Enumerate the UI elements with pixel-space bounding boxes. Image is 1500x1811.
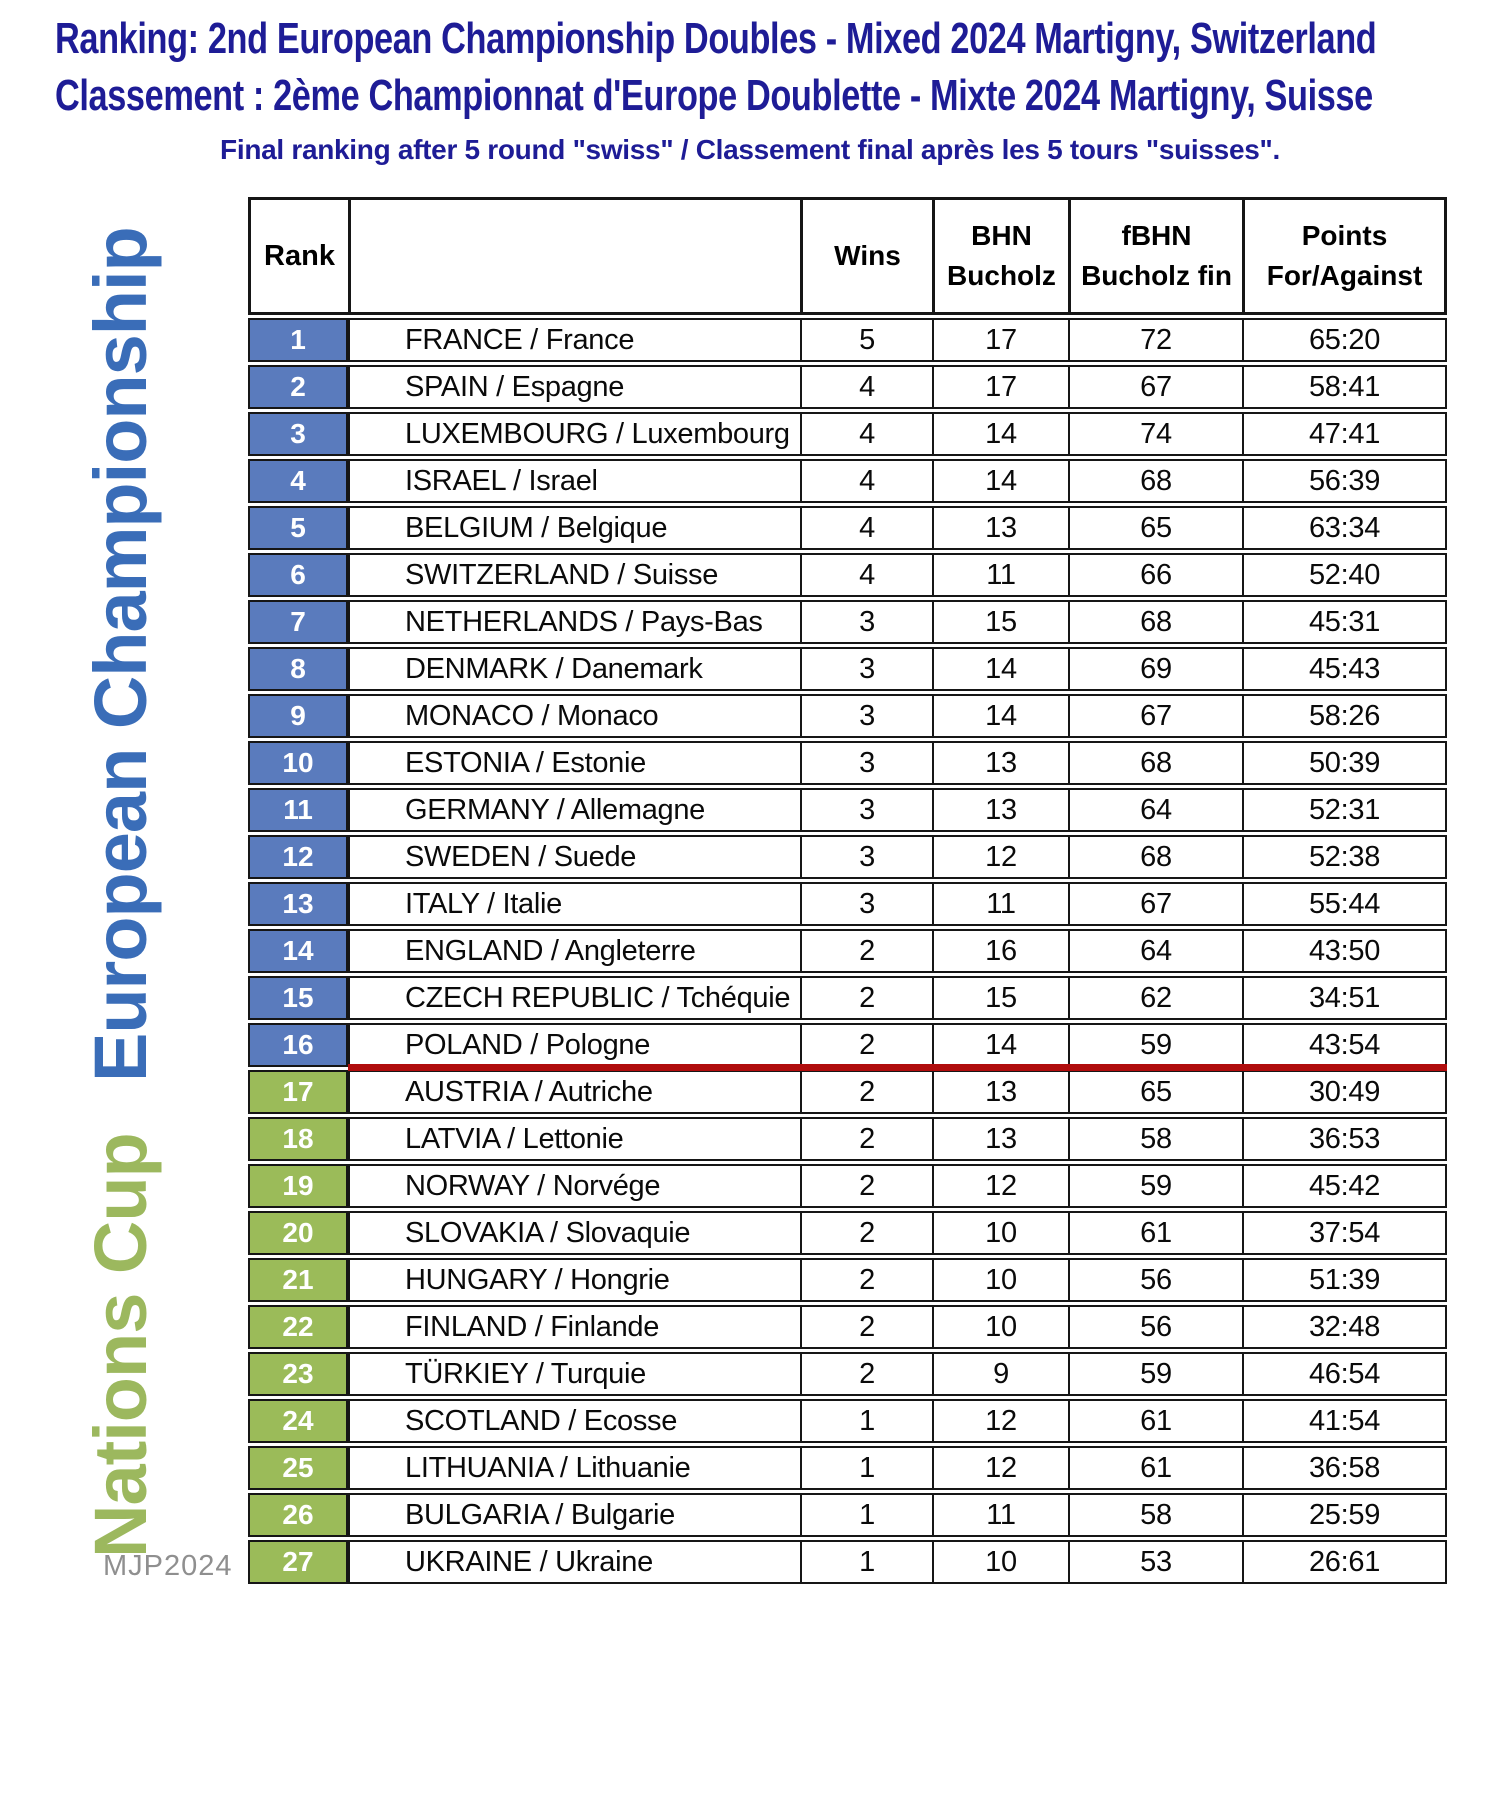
bhn-value: 10	[934, 1307, 1070, 1347]
country-name: ENGLAND / Angleterre	[350, 931, 802, 971]
points-value: 45:43	[1308, 652, 1381, 685]
points-value: 47:41	[1308, 417, 1381, 450]
points-value: 46:54	[1308, 1357, 1381, 1390]
fbhn-value: 59	[1070, 1354, 1244, 1394]
rank-badge: 11	[248, 788, 348, 832]
table-header-row	[248, 197, 1447, 315]
rank-badge: 20	[248, 1211, 348, 1255]
bhn-value: 14	[934, 414, 1070, 454]
fbhn-value: 67	[1070, 884, 1244, 924]
bhn-value: 13	[934, 508, 1070, 548]
points-value: 45:31	[1308, 605, 1381, 638]
bhn-value: 14	[934, 461, 1070, 501]
wins-value: 2	[802, 1166, 934, 1206]
table-row	[248, 318, 1447, 362]
table-row	[248, 365, 1447, 409]
country-name: BULGARIA / Bulgarie	[350, 1495, 802, 1535]
points-value: 30:49	[1308, 1075, 1381, 1108]
bhn-value: 9	[934, 1354, 1070, 1394]
country-name: TÜRKIEY / Turquie	[350, 1354, 802, 1394]
country-name: DENMARK / Danemark	[350, 649, 802, 689]
wins-value: 2	[802, 1307, 934, 1347]
country-name: SWEDEN / Suede	[350, 837, 802, 877]
fbhn-value: 53	[1070, 1542, 1244, 1582]
bhn-value: 13	[934, 1119, 1070, 1159]
wins-value: 4	[802, 367, 934, 407]
bhn-value: 16	[934, 931, 1070, 971]
fbhn-value: 65	[1070, 1072, 1244, 1112]
rank-badge: 1	[248, 318, 348, 362]
fbhn-value: 74	[1070, 414, 1244, 454]
table-row	[248, 694, 1447, 738]
header-bhn: BHN Bucholz	[935, 200, 1071, 312]
table-row	[248, 1023, 1447, 1067]
country-name: NETHERLANDS / Pays-Bas	[350, 602, 802, 642]
rank-badge: 4	[248, 459, 348, 503]
bhn-value: 12	[934, 1166, 1070, 1206]
country-name: SLOVAKIA / Slovaquie	[350, 1213, 802, 1253]
country-name: GERMANY / Allemagne	[350, 790, 802, 830]
country-name: POLAND / Pologne	[350, 1025, 802, 1065]
points-value: 63:34	[1308, 511, 1381, 544]
points-value: 52:31	[1308, 793, 1381, 826]
rank-badge: 26	[248, 1493, 348, 1537]
table-row	[248, 647, 1447, 691]
rank-badge: 6	[248, 553, 348, 597]
country-name: ESTONIA / Estonie	[350, 743, 802, 783]
rank-badge: 24	[248, 1399, 348, 1443]
table-row	[248, 506, 1447, 550]
country-name: SCOTLAND / Ecosse	[350, 1401, 802, 1441]
points-value: 52:38	[1308, 840, 1381, 873]
bhn-value: 14	[934, 1025, 1070, 1065]
fbhn-value: 58	[1070, 1119, 1244, 1159]
table-row	[248, 835, 1447, 879]
table-row	[248, 882, 1447, 926]
table-body	[248, 318, 1447, 1584]
table-row	[248, 1540, 1447, 1584]
bhn-value: 11	[934, 555, 1070, 595]
wins-value: 3	[802, 837, 934, 877]
fbhn-value: 69	[1070, 649, 1244, 689]
bhn-value: 13	[934, 790, 1070, 830]
title-english: Ranking: 2nd European Championship Doubles - Mixed 2024 Martigny, Switzerland	[55, 14, 1377, 63]
rank-badge: 9	[248, 694, 348, 738]
points-value: 26:61	[1308, 1545, 1381, 1578]
fbhn-value: 68	[1070, 837, 1244, 877]
wins-value: 3	[802, 602, 934, 642]
header-wins: Wins	[803, 200, 935, 312]
side-label-european-championship: European Championship	[79, 227, 162, 1082]
wins-value: 2	[802, 1213, 934, 1253]
rank-badge: 22	[248, 1305, 348, 1349]
rank-badge: 14	[248, 929, 348, 973]
wins-value: 1	[802, 1448, 934, 1488]
points-value: 50:39	[1308, 746, 1381, 779]
wins-value: 2	[802, 1260, 934, 1300]
rank-badge: 25	[248, 1446, 348, 1490]
wins-value: 4	[802, 555, 934, 595]
ranking-table	[248, 197, 1447, 1587]
table-row	[248, 1211, 1447, 1255]
rank-badge: 10	[248, 741, 348, 785]
points-value: 25:59	[1308, 1498, 1381, 1531]
rank-badge: 13	[248, 882, 348, 926]
bhn-value: 14	[934, 696, 1070, 736]
fbhn-value: 67	[1070, 367, 1244, 407]
country-name: NORWAY / Norvége	[350, 1166, 802, 1206]
points-value: 43:50	[1308, 934, 1381, 967]
bhn-value: 15	[934, 602, 1070, 642]
wins-value: 2	[802, 1072, 934, 1112]
title-french: Classement : 2ème Championnat d'Europe Doublette - Mixte 2024 Martigny, Suisse	[55, 71, 1373, 120]
country-name: SWITZERLAND / Suisse	[350, 555, 802, 595]
table-row	[248, 1070, 1447, 1114]
country-name: FRANCE / France	[350, 320, 802, 360]
country-name: MONACO / Monaco	[350, 696, 802, 736]
country-name: ITALY / Italie	[350, 884, 802, 924]
bhn-value: 10	[934, 1542, 1070, 1582]
header-points: Points For/Against	[1266, 220, 1423, 291]
table-row	[248, 1305, 1447, 1349]
points-value: 37:54	[1308, 1216, 1381, 1249]
fbhn-value: 67	[1070, 696, 1244, 736]
country-name: LATVIA / Lettonie	[350, 1119, 802, 1159]
table-row	[248, 1493, 1447, 1537]
points-value: 55:44	[1308, 887, 1381, 920]
fbhn-value: 62	[1070, 978, 1244, 1018]
wins-value: 4	[802, 461, 934, 501]
rank-badge: 27	[248, 1540, 348, 1584]
table-row	[248, 1258, 1447, 1302]
subtitle: Final ranking after 5 round "swiss" / Classement final après les 5 tours "suisses".	[220, 134, 1280, 165]
wins-value: 2	[802, 931, 934, 971]
fbhn-value: 68	[1070, 461, 1244, 501]
table-row	[248, 929, 1447, 973]
bhn-value: 11	[934, 1495, 1070, 1535]
wins-value: 2	[802, 1025, 934, 1065]
fbhn-value: 68	[1070, 602, 1244, 642]
points-value: 56:39	[1308, 464, 1381, 497]
fbhn-value: 72	[1070, 320, 1244, 360]
country-name: UKRAINE / Ukraine	[350, 1542, 802, 1582]
points-value: 32:48	[1308, 1310, 1381, 1343]
country-name: CZECH REPUBLIC / Tchéquie	[350, 978, 802, 1018]
bhn-value: 10	[934, 1260, 1070, 1300]
rank-badge: 8	[248, 647, 348, 691]
rank-badge: 7	[248, 600, 348, 644]
table-row	[248, 1164, 1447, 1208]
country-name: HUNGARY / Hongrie	[350, 1260, 802, 1300]
rank-badge: 16	[248, 1023, 348, 1067]
cutoff-line	[348, 1064, 1447, 1071]
bhn-value: 12	[934, 1448, 1070, 1488]
rank-badge: 21	[248, 1258, 348, 1302]
fbhn-value: 61	[1070, 1213, 1244, 1253]
table-row	[248, 553, 1447, 597]
points-value: 65:20	[1308, 323, 1381, 356]
bhn-value: 15	[934, 978, 1070, 1018]
wins-value: 3	[802, 790, 934, 830]
rank-badge: 15	[248, 976, 348, 1020]
fbhn-value: 64	[1070, 790, 1244, 830]
document-header	[55, 10, 1459, 124]
table-row	[248, 412, 1447, 456]
country-name: SPAIN / Espagne	[350, 367, 802, 407]
rank-badge: 19	[248, 1164, 348, 1208]
rank-badge: 5	[248, 506, 348, 550]
table-row	[248, 788, 1447, 832]
header-country	[351, 200, 803, 312]
country-name: BELGIUM / Belgique	[350, 508, 802, 548]
fbhn-value: 66	[1070, 555, 1244, 595]
bhn-value: 12	[934, 1401, 1070, 1441]
fbhn-value: 58	[1070, 1495, 1244, 1535]
points-value: 58:41	[1308, 370, 1381, 403]
country-name: ISRAEL / Israel	[350, 461, 802, 501]
fbhn-value: 61	[1070, 1401, 1244, 1441]
side-label-nations-cup: Nations Cup	[79, 1133, 162, 1558]
table-row	[248, 1117, 1447, 1161]
wins-value: 3	[802, 649, 934, 689]
wins-value: 3	[802, 696, 934, 736]
points-value: 51:39	[1308, 1263, 1381, 1296]
table-row	[248, 600, 1447, 644]
bhn-value: 17	[934, 320, 1070, 360]
table-row	[248, 459, 1447, 503]
rank-badge: 2	[248, 365, 348, 409]
points-value: 43:54	[1308, 1028, 1381, 1061]
bhn-value: 11	[934, 884, 1070, 924]
rank-badge: 3	[248, 412, 348, 456]
fbhn-value: 56	[1070, 1307, 1244, 1347]
wins-value: 5	[802, 320, 934, 360]
wins-value: 1	[802, 1495, 934, 1535]
table-row	[248, 1399, 1447, 1443]
fbhn-value: 59	[1070, 1166, 1244, 1206]
rank-badge: 23	[248, 1352, 348, 1396]
bhn-value: 17	[934, 367, 1070, 407]
country-name: LUXEMBOURG / Luxembourg	[350, 414, 802, 454]
fbhn-value: 56	[1070, 1260, 1244, 1300]
points-value: 36:53	[1308, 1122, 1381, 1155]
watermark: MJP2024	[103, 1550, 233, 1582]
wins-value: 2	[802, 978, 934, 1018]
points-value: 41:54	[1308, 1404, 1381, 1437]
rank-badge: 12	[248, 835, 348, 879]
points-value: 45:42	[1308, 1169, 1381, 1202]
fbhn-value: 61	[1070, 1448, 1244, 1488]
country-name: FINLAND / Finlande	[350, 1307, 802, 1347]
points-value: 52:40	[1308, 558, 1381, 591]
country-name: LITHUANIA / Lithuanie	[350, 1448, 802, 1488]
bhn-value: 13	[934, 743, 1070, 783]
bhn-value: 10	[934, 1213, 1070, 1253]
table-row	[248, 976, 1447, 1020]
fbhn-value: 64	[1070, 931, 1244, 971]
wins-value: 4	[802, 414, 934, 454]
header-rank: Rank	[248, 197, 348, 315]
rank-badge: 17	[248, 1070, 348, 1114]
table-row	[248, 1352, 1447, 1396]
points-value: 36:58	[1308, 1451, 1381, 1484]
table-row	[248, 1446, 1447, 1490]
points-value: 34:51	[1308, 981, 1381, 1014]
wins-value: 3	[802, 743, 934, 783]
bhn-value: 12	[934, 837, 1070, 877]
wins-value: 2	[802, 1354, 934, 1394]
fbhn-value: 65	[1070, 508, 1244, 548]
wins-value: 1	[802, 1542, 934, 1582]
header-fbhn: fBHN Bucholz fin	[1071, 200, 1245, 312]
fbhn-value: 59	[1070, 1025, 1244, 1065]
bhn-value: 13	[934, 1072, 1070, 1112]
points-value: 58:26	[1308, 699, 1381, 732]
rank-badge: 18	[248, 1117, 348, 1161]
country-name: AUSTRIA / Autriche	[350, 1072, 802, 1112]
wins-value: 1	[802, 1401, 934, 1441]
wins-value: 3	[802, 884, 934, 924]
wins-value: 2	[802, 1119, 934, 1159]
bhn-value: 14	[934, 649, 1070, 689]
fbhn-value: 68	[1070, 743, 1244, 783]
table-row	[248, 741, 1447, 785]
wins-value: 4	[802, 508, 934, 548]
